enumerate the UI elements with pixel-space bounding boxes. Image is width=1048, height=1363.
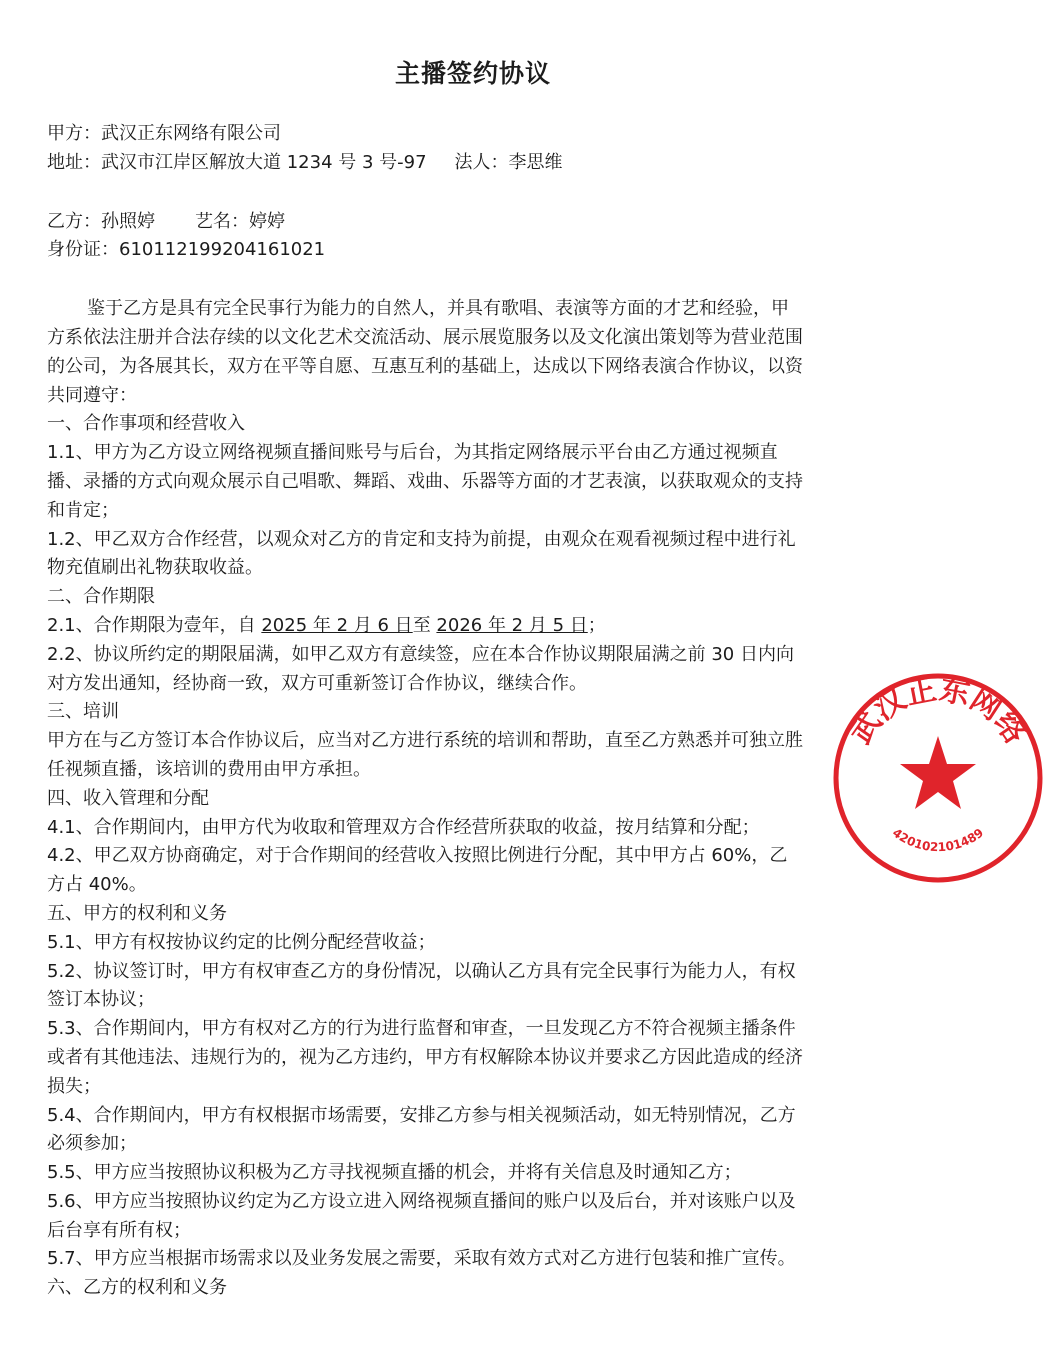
term-end-date: 2026 年 2 月 5 日 [436, 614, 588, 636]
section-2-heading: 二、合作期限 [47, 586, 155, 608]
clause-1-1: 1.1、甲方为乙方设立网络视频直播间账号与后台，为其指定网络展示平台由乙方通过视频直播、录播的方式向观众展示自己唱歌、舞蹈、戏曲、乐器等方面的才艺表演，以获取观众的支持和肯定； [47, 442, 803, 521]
party-a-legal-rep: 法人：李思维 [454, 151, 563, 173]
clause-1-2: 1.2、甲乙双方合作经营，以观众对乙方的肯定和支持为前提，由观众在观看视频过程中进行礼物充值刷出礼物获取收益。 [47, 528, 796, 579]
section-3-body: 甲方在与乙方签订本合作协议后，应当对乙方进行系统的培训和帮助，直至乙方熟悉并可独立胜任视频直播，该培训的费用由甲方承担。 [47, 730, 803, 780]
section-6-heading: 六、乙方的权利和义务 [47, 1277, 227, 1299]
document-title: 主播签约协议 [394, 59, 551, 88]
clause-5-6: 5.6、甲方应当按照协议约定为乙方设立进入网络视频直播间的账户以及后台，并对该账户以及后台享有所有权； [47, 1190, 796, 1241]
section-4-heading: 四、收入管理和分配 [47, 787, 209, 809]
party-a-name: 甲方：武汉正东网络有限公司 [47, 123, 281, 144]
clause-5-5: 5.5、甲方应当按照协议积极为乙方寻找视频直播的机会，并将有关信息及时通知乙方； [47, 1162, 742, 1184]
clause-4-2: 4.2、甲乙双方协商确定，对于合作期间的经营收入按照比例进行分配，其中甲方占 60%，乙方占 40%。 [47, 845, 788, 896]
section-5-heading: 五、甲方的权利和义务 [47, 902, 227, 924]
clause-5-3: 5.3、合作期间内，甲方有权对乙方的行为进行监督和审查，一旦发现乙方不符合视频主播条件或者有其他违法、违规行为的，视为乙方违约，甲方有权解除本协议并要求乙方因此造成的经济损失； [47, 1018, 803, 1097]
party-b-id: 身份证：610112199204161021 [47, 239, 326, 261]
clause-2-1-suffix: ； [587, 614, 606, 636]
party-a-address: 地址：武汉市江岸区解放大道 1234 号 3 号-97 [47, 151, 427, 173]
party-a-address-line [47, 149, 809, 178]
clause-5-2: 5.2、协议签订时，甲方有权审查乙方的身份情况，以确认乙方具有完全民事行为能力人，有权签订本协议； [47, 960, 796, 1011]
clause-4-1: 4.1、合作期间内，由甲方代为收取和管理双方合作经营所获取的收益，按月结算和分配； [47, 816, 760, 838]
clause-2-1-prefix: 2.1、合作期限为壹年，自 [47, 614, 262, 636]
seal-star-icon [900, 736, 976, 809]
clause-2-2: 2.2、协议所约定的期限届满，如甲乙双方有意续签，应在本合作协议期限届满之前 30 日内向对方发出通知，经协商一致，双方可重新签订合作协议，继续合作。 [47, 643, 794, 694]
party-b-line [47, 208, 809, 237]
clause-5-7: 5.7、甲方应当根据市场需求以及业务发展之需要，采取有效方式对乙方进行包装和推广宣传。 [47, 1248, 796, 1270]
company-seal [828, 668, 1048, 888]
party-b-stage-name: 艺名：婷婷 [195, 210, 285, 232]
clause-5-1: 5.1、甲方有权按协议约定的比例分配经营收益； [47, 931, 436, 953]
clause-2-1-mid: 至 [412, 614, 437, 636]
preamble-paragraph: 鉴于乙方是具有完全民事行为能力的自然人，并具有歌唱、表演等方面的才艺和经验，甲方系依法注册并合法存续的以文化艺术交流活动、展示展览服务以及文化演出策划等为营业范围的公司，为各展其长，双方在平等自愿、互惠互利的基础上，达成以下网络表演合作协议，以资共同遵守： [47, 298, 803, 406]
seal-name-text: 武汉正东网络 [843, 672, 1033, 751]
clause-2-1 [47, 612, 804, 641]
section-1-heading: 一、合作事项和经营收入 [47, 413, 245, 435]
term-start-date: 2025 年 2 月 6 日 [261, 614, 413, 636]
section-3-heading: 三、培训 [47, 701, 119, 723]
clause-5-4: 5.4、合作期间内，甲方有权根据市场需要，安排乙方参与相关视频活动，如无特别情况，乙方必须参加； [47, 1104, 796, 1155]
seal-number-text: 420102101489 [889, 825, 987, 855]
party-b-name: 乙方：孙照婷 [47, 210, 155, 232]
